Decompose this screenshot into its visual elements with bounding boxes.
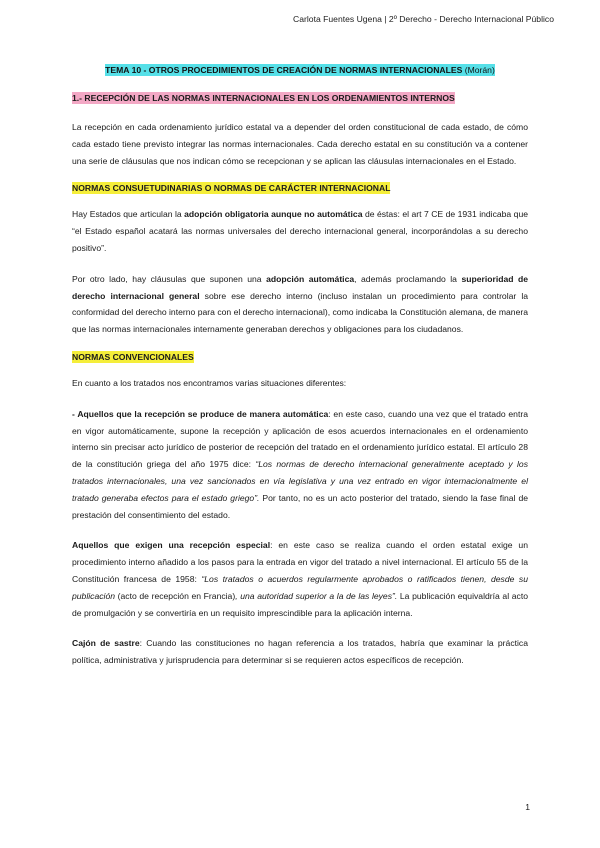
- bold-term: Aquellos que exigen una recepción especial: [72, 540, 271, 551]
- italic-quote: “Los tratados o acuerdos regularmente aprobados o ratificados tienen, desde su publicación: [72, 573, 528, 601]
- text-run: Por otro lado, hay cláusulas que suponen una: [72, 273, 267, 284]
- document-body: [72, 65, 528, 683]
- section-1-intro: La recepción en cada ordenamiento jurídico estatal va a depender del orden constitucional de cada estado, de cómo cada estado tiene previsto integrar las normas internacionales. Cada derecho estatal en su constitución va a contener una serie de cláusulas que nos indican cómo se recepcionan y se aplican las cláusulas internacionales en el Estado.: [72, 122, 528, 166]
- bold-term: superioridad de derecho internacional general: [72, 273, 529, 301]
- text-run: de éstas: el art 7 CE de 1931 indicaba que “el Estado español acatará las normas universales del derecho internacional general, incorporándolas a su derecho positivo”.: [72, 209, 528, 253]
- title-highlight: [105, 64, 495, 76]
- document-title: [72, 65, 528, 75]
- convencionales-intro: En cuanto a los tratados nos encontramos varias situaciones diferentes:: [72, 377, 347, 388]
- bold-term: Cajón de sastre: [72, 638, 140, 649]
- title-main: TEMA 10 - OTROS PROCEDIMIENTOS DE CREACIÓN DE NORMAS INTERNACIONALES: [105, 65, 463, 75]
- section-1-heading-text: 1.- RECEPCIÓN DE LAS NORMAS INTERNACIONALES EN LOS ORDENAMIENTOS INTERNOS: [72, 93, 455, 103]
- consuetudinarias-paragraph-1: [72, 206, 528, 256]
- consuetudinarias-heading: [72, 183, 528, 193]
- text-run: : en este caso, cuando una vez que el tratado entra en vigor automáticamente, supone la recepción y aplicación de esos acuerdos internacionales en el ordenamiento interno sin precisar acto jurídico de posterior de recepción del tratado en el ordenamiento jurídico estatal. El artículo 28 de la constitución griega del año 1975 dice:: [72, 408, 528, 470]
- running-header: Carlota Fuentes Ugena | 2º Derecho - Derecho Internacional Público: [293, 14, 554, 24]
- bold-term: - Aquellos que la recepción se produce de manera automática: [72, 408, 329, 419]
- bold-term: adopción automática: [266, 273, 355, 284]
- cajon-de-sastre-paragraph: [72, 635, 528, 669]
- italic-quote: , una autoridad superior a la de las leyes”.: [235, 590, 398, 601]
- recepcion-automatica-paragraph: [72, 406, 528, 524]
- text-run: Hay Estados que articulan la: [72, 209, 185, 220]
- text-run: La publicación equivaldría al acto de promulgación y se convertiría en un requisito imprescindible para la aplicación interna.: [72, 590, 528, 618]
- consuetudinarias-paragraph-2: [72, 271, 528, 338]
- page-number: 1: [525, 802, 530, 812]
- text-run: : en este caso se realiza cuando el orden estatal exige un procedimiento interno añadido a los pasos para la entrada en vigor del tratado a nivel internacional. El artículo 55 de la Constitución francesa de 1958:: [72, 540, 528, 584]
- bold-term: adopción obligatoria aunque no automática: [184, 209, 363, 220]
- recepcion-especial-paragraph: [72, 537, 528, 621]
- consuetudinarias-heading-text: NORMAS CONSUETUDINARIAS O NORMAS DE CARÁCTER INTERNACIONAL: [72, 183, 391, 194]
- italic-quote: “Los normas de derecho internacional generalmente aceptado y los tratados internacionales, una vez sancionados en vía legislativa y una vez entrado en vigor internacionalmente el tratado generaba efectos para el estado griego”.: [72, 459, 528, 503]
- convencionales-heading: [72, 352, 528, 362]
- section-1-heading: [72, 93, 528, 103]
- text-run: , además proclamando la: [354, 273, 462, 284]
- text-run: (acto de recepción en Francia): [115, 590, 236, 601]
- text-run: Por tanto, no es un acto posterior del tratado, siendo la fase final de prestación del consentimiento del estado.: [72, 492, 528, 520]
- title-author: (Morán): [464, 65, 495, 75]
- text-run: : Cuando las constituciones no hagan referencia a los tratados, habría que examinar la práctica política, administrativa y jurisprudencia para determinar si se requieren actos específicos de recepción.: [72, 638, 528, 666]
- text-run: sobre ese derecho interno (incluso instalan un procedimiento para controlar la conformidad del derecho interno para con el derecho internacional), como indicaba la Constitución alemana, de manera que las normas internacionales internamente generaban derechos y obligaciones para los ciudadanos.: [72, 290, 529, 335]
- convencionales-heading-text: NORMAS CONVENCIONALES: [72, 351, 194, 362]
